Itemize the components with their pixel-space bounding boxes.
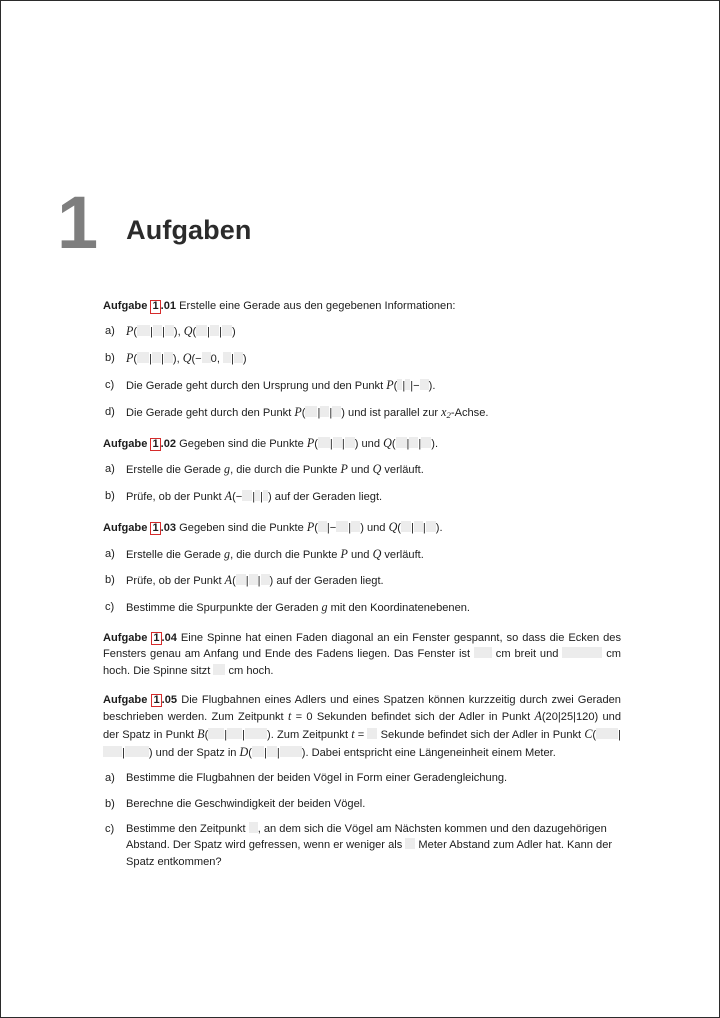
text-run: ).: [428, 379, 436, 392]
text-run: Eine Spinne hat einen Faden diagonal an ein Fenster gespannt, so dass die Ecken des Fensters genau am Anfang und Ende des Fadens liegen. Das Fenster ist: [103, 631, 621, 661]
redacted-value: [137, 352, 149, 363]
text-run: |: [252, 491, 256, 504]
text-run: (: [397, 521, 401, 534]
text-run: ): [242, 353, 247, 366]
text-run: und: [347, 548, 373, 561]
subtask-marker: b): [105, 352, 115, 365]
text-run: |: [160, 353, 164, 366]
redacted-value: [596, 728, 618, 739]
redacted-value: [213, 664, 225, 675]
math-variable: A: [224, 489, 233, 504]
text-run: (: [391, 437, 396, 450]
task-intro: [103, 435, 621, 453]
subtask-list: [103, 770, 621, 869]
subtask-marker: d): [105, 405, 115, 418]
task-label: Aufgabe: [103, 521, 148, 534]
subtask-item: [103, 377, 621, 395]
text-run: |: [422, 521, 426, 534]
text-run: cm hoch. Die Spinne sitzt: [103, 648, 621, 677]
text-run: = 0 Sekunden befindet sich der Adler in Punkt: [291, 711, 535, 724]
math-variable: Q: [372, 546, 382, 561]
redacted-value: [420, 379, 429, 390]
text-run: ) und ist parallel zur: [341, 406, 442, 419]
text-run: verläuft.: [381, 548, 424, 561]
text-run: |: [418, 437, 422, 450]
text-run: (: [248, 746, 252, 759]
text-run: |: [245, 575, 249, 588]
text-run: Bestimme den Zeitpunkt: [126, 823, 249, 836]
subtask-item: [103, 404, 621, 422]
text-run: |: [402, 379, 406, 392]
subtask-marker: a): [105, 772, 115, 785]
redacted-value: [152, 352, 161, 363]
subtask-item: [103, 796, 621, 812]
subtask-text: [126, 377, 436, 392]
subtask-item: [103, 770, 621, 786]
subtask-list: [103, 546, 621, 617]
subtask-text: [126, 823, 612, 868]
redacted-value: [196, 325, 207, 336]
subtask-item: [103, 821, 621, 870]
subtask-marker: c): [105, 378, 115, 391]
redacted-value: [562, 647, 602, 658]
text-run: |: [341, 437, 345, 450]
task-1.02: [103, 435, 621, 506]
text-run: ) auf der Geraden liegt.: [269, 575, 384, 588]
redacted-value: [137, 325, 150, 336]
subtask-marker: b): [105, 797, 115, 810]
text-run: ). Dabei entspricht eine Längeneinheit einem Meter.: [301, 746, 556, 759]
redacted-value: [103, 746, 122, 757]
redacted-value: [208, 728, 224, 739]
task-intro: [103, 630, 621, 679]
text-run: |: [329, 406, 333, 419]
redacted-value: [333, 437, 342, 448]
math-variable: t: [351, 726, 355, 741]
text-run: cm breit und: [491, 648, 563, 661]
math-variable: Q: [183, 324, 193, 339]
redacted-value: [367, 728, 377, 739]
subtask-marker: b): [105, 574, 115, 587]
math-variable: g: [224, 546, 231, 561]
redacted-value: [426, 521, 436, 532]
subtask-text: [126, 404, 489, 420]
redacted-value: [252, 746, 264, 757]
text-run: ).: [431, 437, 439, 450]
text-run: |: [219, 326, 222, 339]
subtask-list: [103, 323, 621, 421]
subtask-text: [126, 353, 247, 365]
redacted-value: [280, 746, 302, 757]
text-run: Die Gerade geht durch den Ursprung und den Punkt: [126, 379, 387, 392]
subtask-text: [126, 798, 365, 810]
text-run: Gegeben sind die Punkte: [179, 521, 307, 534]
text-run: Die Gerade geht durch den Punkt: [126, 406, 295, 419]
redacted-value: [351, 521, 360, 532]
text-run: Meter Abstand zum Adler hat. Kann der Spatz entkommen?: [126, 839, 613, 868]
text-run: (: [301, 406, 306, 419]
text-run: , die durch die Punkte: [230, 548, 341, 561]
task-number-badge: 1: [152, 437, 159, 450]
text-run: |: [348, 521, 352, 534]
redacted-value: [202, 352, 211, 363]
text-run: , die durch die Punkte: [230, 464, 341, 477]
math-variable: P: [126, 351, 134, 366]
page-title: Aufgaben: [126, 215, 252, 245]
redacted-value: [474, 647, 492, 658]
redacted-value: [267, 746, 277, 757]
redacted-value: [210, 325, 219, 336]
task-number-rest: .01: [160, 300, 177, 312]
task-number-badge: 1: [152, 300, 159, 312]
text-run: |: [161, 326, 165, 339]
subtask-marker: a): [105, 547, 115, 560]
math-variable: g: [224, 462, 231, 477]
text-run: ) auf der Geraden liegt.: [268, 491, 383, 504]
redacted-value: [414, 521, 423, 532]
text-run: |: [260, 491, 264, 504]
math-variable: D: [239, 744, 249, 759]
subtask-text: [126, 326, 236, 338]
redacted-value: [165, 325, 174, 336]
redacted-value: [305, 406, 317, 417]
task-1.05: [103, 692, 621, 870]
text-run: (: [314, 521, 318, 534]
text-run: |: [242, 728, 246, 741]
redacted-value: [227, 728, 242, 739]
text-run: ) und der Spatz in: [148, 746, 240, 759]
subtask-marker: a): [105, 463, 115, 476]
chapter-number: 1: [57, 181, 97, 264]
text-run: 0,: [210, 353, 223, 366]
text-run: (: [314, 437, 318, 450]
text-run: Bestimme die Flugbahnen der beiden Vögel in Form einer Geradengleichung.: [126, 772, 508, 785]
text-run: (: [393, 379, 398, 392]
text-run: |−: [410, 379, 420, 392]
redacted-value: [125, 746, 149, 757]
task-label: Aufgabe: [103, 437, 148, 450]
text-run: (20|25|120) und der Spatz in Punkt: [103, 711, 622, 741]
chapter-heading: [57, 181, 252, 264]
text-run: ): [231, 326, 236, 339]
text-run: mit den Koordinatenebenen.: [327, 602, 471, 615]
text-run: |: [257, 575, 261, 588]
text-run: (−: [232, 491, 243, 504]
math-variable: P: [386, 377, 394, 392]
task-label: Aufgabe: [103, 300, 148, 312]
math-variable: P: [340, 546, 348, 561]
task-intro: [103, 519, 621, 537]
text-run: ),: [172, 353, 183, 366]
text-run: Bestimme die Spurpunkte der Geraden: [126, 602, 322, 615]
text-run: (: [133, 326, 138, 339]
text-run: |: [411, 521, 414, 534]
subtask-text: [126, 546, 424, 561]
redacted-value: [249, 822, 258, 833]
redacted-value: [242, 490, 252, 501]
task-number-rest: .02: [160, 437, 177, 450]
redacted-value: [318, 521, 327, 532]
redacted-value: [320, 406, 329, 417]
task-intro: [103, 298, 621, 314]
math-variable: Q: [372, 462, 382, 477]
task-label: Aufgabe: [103, 693, 148, 706]
subtask-item: [103, 350, 621, 368]
redacted-value: [153, 325, 162, 336]
text-run: Erstelle die Gerade: [126, 464, 225, 477]
subtask-item: [103, 546, 621, 564]
subtask-item: [103, 461, 621, 479]
redacted-value: [164, 352, 173, 363]
subtask-text: [126, 491, 382, 503]
subtask-item: [103, 323, 621, 341]
text-run: |: [150, 326, 153, 339]
text-run: |: [276, 746, 280, 759]
text-run: ).: [435, 521, 443, 534]
text-run: (−: [191, 353, 202, 366]
math-variable: A: [224, 573, 233, 588]
redacted-value: [261, 574, 270, 585]
subtask-text: [126, 602, 470, 614]
text-run: Prüfe, ob der Punkt: [126, 575, 225, 588]
task-number-rest: .03: [160, 521, 177, 534]
text-run: (: [192, 326, 197, 339]
redacted-value: [405, 838, 415, 849]
text-run: cm hoch.: [225, 664, 274, 677]
text-run: |−: [326, 521, 337, 534]
text-run: |: [231, 353, 234, 366]
text-run: Berechne die Geschwindigkeit der beiden Vögel.: [126, 797, 366, 810]
spacer: [103, 679, 621, 692]
math-variable: P: [306, 435, 315, 450]
subtask-marker: c): [105, 823, 115, 836]
task-number-rest: .05: [161, 693, 178, 706]
redacted-value: [222, 325, 232, 336]
text-run: Erstelle die Gerade: [126, 548, 225, 561]
text-run: |: [122, 746, 125, 759]
text-run: Sekunde befindet sich der Adler in Punkt: [377, 728, 585, 741]
redacted-value: [234, 352, 243, 363]
math-variable: A: [534, 709, 542, 724]
text-run: (: [204, 728, 209, 741]
subtask-text: [126, 772, 507, 784]
redacted-value: [245, 728, 267, 739]
math-variable-subscript: $x_2$: [441, 404, 451, 420]
task-label: Aufgabe: [103, 631, 148, 644]
text-run: |: [317, 406, 321, 419]
text-run: Prüfe, ob der Punkt: [126, 491, 225, 504]
task-intro-text: Erstelle eine Gerade aus den gegebenen Informationen:: [179, 300, 456, 312]
redacted-value: [421, 437, 431, 448]
math-variable: Q: [182, 351, 192, 366]
text-run: (: [232, 575, 236, 588]
redacted-value: [236, 574, 246, 585]
task-number-badge: 1: [152, 521, 159, 534]
text-run: Gegeben sind die Punkte: [179, 437, 307, 450]
task-1.01: [103, 298, 621, 422]
task-1.04: [103, 630, 621, 692]
text-run: |: [149, 353, 152, 366]
subtask-text: [126, 575, 384, 587]
task-intro: [103, 692, 621, 762]
text-run: , an dem sich die Vögel am Nächsten kommen und den dazugehörigen Abstand. Der Spatz wird gefressen, wenn er weniger als: [126, 823, 607, 852]
text-run: |: [224, 728, 228, 741]
text-run: ). Zum Zeitpunkt: [267, 728, 352, 741]
math-variable: P: [306, 519, 315, 534]
text-run: |: [329, 437, 333, 450]
math-variable: P: [294, 404, 302, 419]
text-run: Die Flugbahnen eines Adlers und eines Spatzen können kurzzeitig durch zwei Geraden beschrieben werden. Zum Zeitpunkt: [103, 693, 621, 724]
text-run: (: [133, 353, 138, 366]
text-run: (: [592, 728, 597, 741]
subtask-text: [126, 464, 424, 476]
redacted-value: [332, 406, 341, 417]
math-variable: Q: [383, 435, 392, 450]
math-variable: g: [321, 600, 328, 615]
text-run: |: [207, 326, 211, 339]
text-run: -Achse.: [450, 406, 489, 419]
redacted-value: [318, 437, 330, 448]
task-1.03: [103, 519, 621, 617]
subtask-list: [103, 461, 621, 506]
text-run: |: [406, 437, 410, 450]
math-variable: B: [197, 726, 205, 741]
subtask-marker: b): [105, 490, 115, 503]
text-run: =: [354, 728, 368, 741]
redacted-value: [336, 521, 348, 532]
subtask-item: [103, 572, 621, 590]
text-run: verläuft.: [381, 464, 424, 477]
task-number-badge: 1: [153, 693, 160, 706]
redacted-value: [396, 437, 407, 448]
text-run: und: [347, 464, 373, 477]
text-run: ) und: [360, 521, 389, 534]
subtask-marker: a): [105, 325, 115, 338]
redacted-value: [345, 437, 355, 448]
text-run: ),: [173, 326, 184, 339]
subtask-marker: c): [105, 601, 115, 614]
redacted-value: [249, 574, 258, 585]
math-variable: C: [584, 726, 593, 741]
tasks-container: [103, 298, 621, 883]
math-variable: P: [340, 462, 348, 477]
text-run: |: [263, 746, 267, 759]
task-number-badge: 1: [153, 631, 160, 644]
text-run: ) und: [354, 437, 384, 450]
math-variable: P: [126, 324, 134, 339]
redacted-value: [401, 521, 411, 532]
math-variable: t: [287, 709, 292, 724]
math-variable: Q: [388, 519, 398, 534]
text-run: |: [618, 728, 621, 741]
subtask-item: [103, 599, 621, 617]
subtask-item: [103, 488, 621, 506]
redacted-value: [223, 352, 231, 363]
task-number-rest: .04: [161, 631, 177, 644]
